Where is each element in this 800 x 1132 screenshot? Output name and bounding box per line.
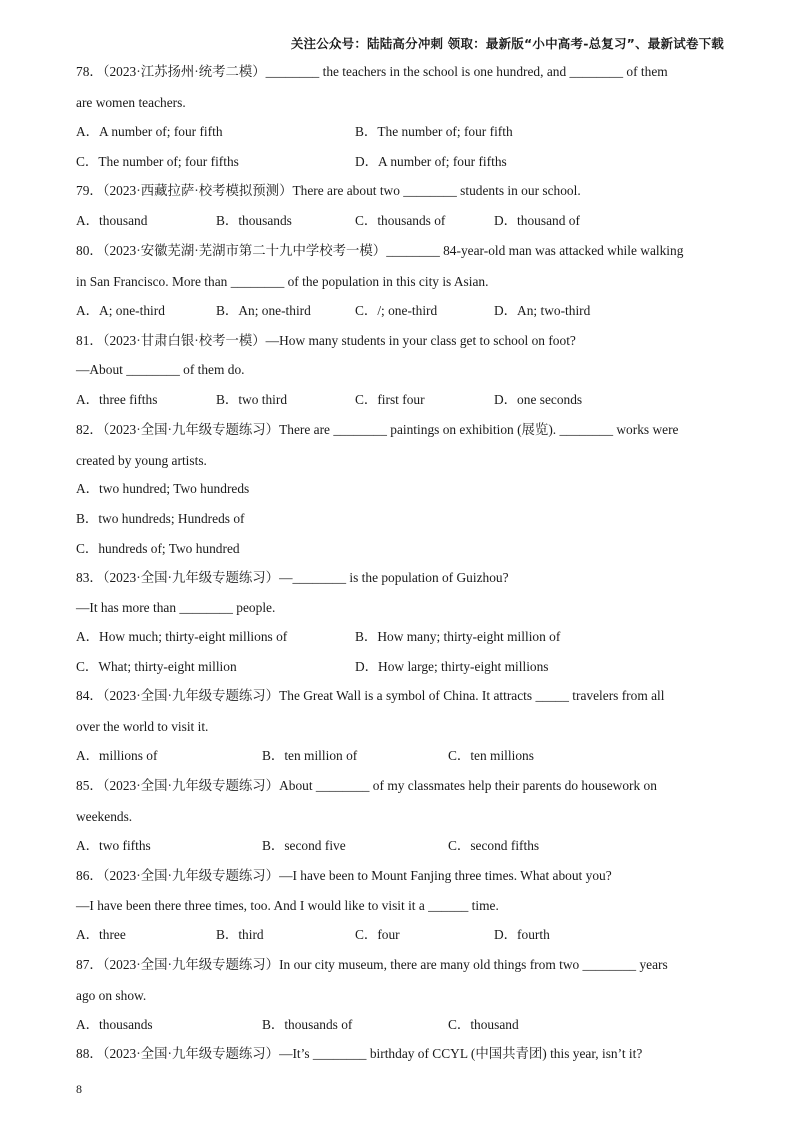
page-number: 8 [76, 1082, 82, 1096]
question-82-option-c-row [76, 541, 736, 557]
question-82-option-a-row [76, 481, 736, 497]
question-85-options [76, 838, 736, 854]
question-78-options-row-1 [76, 124, 736, 140]
question-79-line-1: 79．（2023·西藏拉萨·校考模拟预测）There are about two ________ students in our school. [76, 183, 581, 198]
question-79-option-c[interactable]: C．thousands of [355, 213, 446, 228]
question-84-line-1: 84．（2023·全国·九年级专题练习）The Great Wall is a symbol of China. It attracts _____ travelers from all [76, 688, 665, 703]
question-87-options [76, 1017, 736, 1033]
question-80-option-b[interactable]: B．An; one-third [216, 303, 311, 318]
question-81-option-d[interactable]: D．one seconds [494, 392, 583, 407]
question-87-line-1: 87．（2023·全国·九年级专题练习）In our city museum, there are many old things from two ________ years [76, 957, 668, 972]
question-80-option-d[interactable]: D．An; two-third [494, 303, 591, 318]
question-83-options-row-1 [76, 629, 736, 645]
question-78-line-2: are women teachers. [76, 95, 186, 110]
question-84-line-2: over the world to visit it. [76, 719, 209, 734]
question-86-option-d[interactable]: D．fourth [494, 927, 550, 942]
question-85-line-2: weekends. [76, 809, 133, 824]
question-82-option-b-row [76, 511, 736, 527]
question-86-option-b[interactable]: B．third [216, 927, 264, 942]
question-78-option-a[interactable]: A．A number of; four fifth [76, 124, 223, 139]
question-82-line-1: 82．（2023·全国·九年级专题练习）There are ________ paintings on exhibition (展览). ________ works were [76, 422, 679, 437]
question-87-option-a[interactable]: A．thousands [76, 1017, 153, 1032]
question-79-option-a[interactable]: A．thousand [76, 213, 148, 228]
question-78-option-d[interactable]: D．A number of; four fifths [355, 154, 507, 169]
question-80-option-c[interactable]: C．/; one-third [355, 303, 438, 318]
question-80-line-1: 80．（2023·安徽芜湖·芜湖市第二十九中学校考一模）________ 84-year-old man was attacked while walking [76, 243, 684, 258]
question-84-options [76, 748, 736, 764]
question-80-options [76, 303, 736, 319]
question-78-options-row-2 [76, 154, 736, 170]
question-84-option-b[interactable]: B．ten million of [262, 748, 358, 763]
question-84-option-a[interactable]: A．millions of [76, 748, 158, 763]
question-83-options-row-2 [76, 659, 736, 675]
question-87-option-b[interactable]: B．thousands of [262, 1017, 353, 1032]
question-85-option-a[interactable]: A．two fifths [76, 838, 151, 853]
question-78-line-1: 78．（2023·江苏扬州·统考二模）________ the teachers in the school is one hundred, and ________ of them [76, 64, 668, 79]
question-83-option-a[interactable]: A．How much; thirty-eight millions of [76, 629, 288, 644]
question-84-option-c[interactable]: C．ten millions [448, 748, 534, 763]
question-82-option-c[interactable]: C．hundreds of; Two hundred [76, 541, 240, 556]
question-82-option-b[interactable]: B．two hundreds; Hundreds of [76, 511, 245, 526]
question-81-line-1: 81．（2023·甘肃白银·校考一模）—How many students in your class get to school on foot? [76, 333, 576, 348]
question-81-option-b[interactable]: B．two third [216, 392, 288, 407]
question-79-option-d[interactable]: D．thousand of [494, 213, 580, 228]
question-78-option-c[interactable]: C．The number of; four fifths [76, 154, 239, 169]
question-80-option-a[interactable]: A．A; one-third [76, 303, 165, 318]
question-79-options [76, 213, 736, 229]
question-86-option-c[interactable]: C．four [355, 927, 400, 942]
question-80-line-2: in San Francisco. More than ________ of the population in this city is Asian. [76, 274, 489, 289]
question-83-line-2: —It has more than ________ people. [76, 600, 276, 615]
question-87-option-c[interactable]: C．thousand [448, 1017, 519, 1032]
question-81-option-a[interactable]: A．three fifths [76, 392, 158, 407]
question-82-line-2: created by young artists. [76, 453, 207, 468]
question-81-options [76, 392, 736, 408]
question-81-option-c[interactable]: C．first four [355, 392, 425, 407]
question-83-option-d[interactable]: D．How large; thirty-eight millions [355, 659, 549, 674]
question-86-line-2: —I have been there three times, too. And I would like to visit it a ______ time. [76, 898, 499, 913]
question-85-option-c[interactable]: C．second fifths [448, 838, 540, 853]
question-85-line-1: 85．（2023·全国·九年级专题练习）About ________ of my classmates help their parents do housework on [76, 778, 657, 793]
question-83-option-b[interactable]: B．How many; thirty-eight million of [355, 629, 561, 644]
question-82-option-a[interactable]: A．two hundred; Two hundreds [76, 481, 250, 496]
question-87-line-2: ago on show. [76, 988, 147, 1003]
question-86-option-a[interactable]: A．three [76, 927, 126, 942]
question-86-options [76, 927, 736, 943]
question-86-line-1: 86．（2023·全国·九年级专题练习）—I have been to Mount Fanjing three times. What about you? [76, 868, 612, 883]
question-81-line-2: —About ________ of them do. [76, 362, 245, 377]
question-83-line-1: 83．（2023·全国·九年级专题练习）—________ is the population of Guizhou? [76, 570, 509, 585]
question-85-option-b[interactable]: B．second five [262, 838, 346, 853]
page-header: 关注公众号：陆陆高分冲刺 领取：最新版“小中高考-总复习”、最新试卷下载 [290, 36, 724, 51]
question-83-option-c[interactable]: C．What; thirty-eight million [76, 659, 237, 674]
question-78-option-b[interactable]: B．The number of; four fifth [355, 124, 513, 139]
question-79-option-b[interactable]: B．thousands [216, 213, 292, 228]
question-88-line-1: 88．（2023·全国·九年级专题练习）—It’s ________ birthday of CCYL (中国共青团) this year, isn’t it? [76, 1046, 643, 1061]
